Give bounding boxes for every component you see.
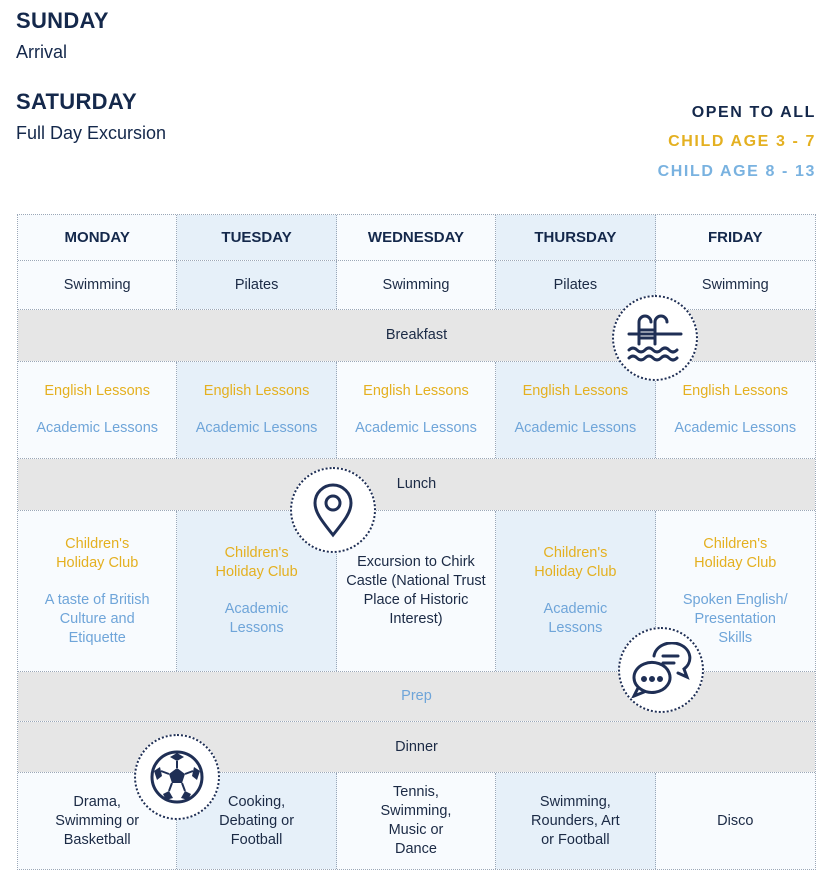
english-lessons: English Lessons [44,383,150,399]
holiday-club-label: Children's Holiday Club [694,535,777,571]
excursion-label: Excursion to Chirk Castle (National Trust Place of Historic Interest) [346,554,486,627]
english-lessons: English Lessons [203,383,310,399]
legend-open-to-all: OPEN TO ALL [691,104,816,121]
sunday-activity: Arrival [16,42,68,62]
lessons-cell [177,362,336,458]
evening-cell: Tennis, Swimming, Music or Dance [337,773,496,869]
academic-lessons: Academic Lessons [355,420,477,436]
prep-band: Prep [18,672,815,721]
sunday-heading: SUNDAY [16,8,109,33]
morning-cell: Swimming [18,261,177,309]
afternoon-activity: Academic Lessons [224,601,289,636]
lunch-row [18,459,815,511]
day-header-friday: FRIDAY [656,215,815,260]
lessons-cell [337,362,496,458]
lessons-cell [18,362,177,458]
lunch-band: Lunch [18,459,815,510]
english-lessons: English Lessons [363,383,469,399]
morning-cell: Swimming [656,261,815,309]
evening-cell: Disco [656,773,815,869]
afternoon-cell-monday [18,511,177,671]
afternoon-activity: Spoken English/ Presentation Skills [682,591,788,646]
morning-cell: Pilates [496,261,655,309]
day-header-monday: MONDAY [18,215,177,260]
english-lessons: English Lessons [682,383,789,399]
holiday-club-label: Children's Holiday Club [534,545,617,580]
chat-bubbles-icon [618,627,704,713]
morning-cell: Pilates [177,261,336,309]
legend-child-8-13: CHILD AGE 8 - 13 [657,163,816,180]
day-header-thursday: THURSDAY [496,215,655,260]
holiday-club-label: Children's Holiday Club [215,545,298,580]
location-pin-icon [290,467,376,553]
saturday-activity: Full Day Excursion [16,123,167,143]
academic-lessons: Academic Lessons [514,420,637,436]
academic-lessons: Academic Lessons [674,420,797,436]
day-header-tuesday: TUESDAY [177,215,336,260]
lessons-row [18,362,815,459]
day-header-wednesday: WEDNESDAY [337,215,496,260]
holiday-club-label: Children's Holiday Club [56,535,139,571]
breakfast-band: Breakfast [18,310,815,361]
afternoon-activity: Academic Lessons [543,601,608,636]
lessons-cell [656,362,815,458]
evening-cell: Drama, Swimming or Basketball [18,773,177,869]
academic-lessons: Academic Lessons [195,420,318,436]
evening-cell: Cooking, Debating or Football [177,773,336,869]
morning-cell: Swimming [337,261,496,309]
dinner-band: Dinner [18,722,815,772]
academic-lessons: Academic Lessons [36,420,159,436]
lessons-cell [496,362,655,458]
english-lessons: English Lessons [522,383,629,399]
evening-cell: Swimming, Rounders, Art or Football [496,773,655,869]
football-icon [134,734,220,820]
day-header-row [18,215,815,261]
legend-child-3-7: CHILD AGE 3 - 7 [668,133,816,150]
swimming-pool-icon [612,295,698,381]
afternoon-activity: A taste of British Culture and Etiquette [44,591,150,646]
saturday-heading: SATURDAY [16,89,137,114]
morning-activity-row [18,261,815,310]
